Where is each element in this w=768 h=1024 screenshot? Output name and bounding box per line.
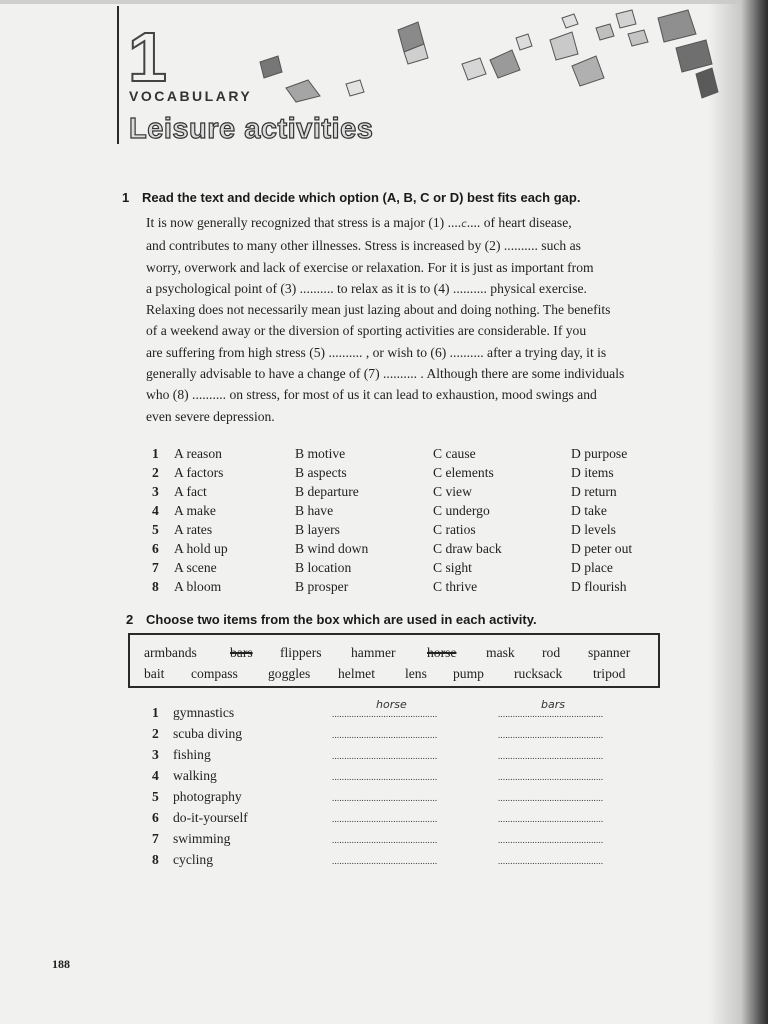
- word-item: rucksack: [514, 666, 563, 681]
- book-spine-shadow: [708, 0, 768, 1024]
- word-box-row: [130, 666, 658, 686]
- header-rule: [117, 6, 119, 144]
- exercise2-number: 2: [126, 612, 134, 627]
- unit-number: 1: [128, 18, 167, 96]
- exercise1-instruction: [122, 190, 580, 205]
- exercise2-instruction: [126, 612, 537, 627]
- word-item: flippers: [280, 645, 322, 660]
- word-box: [128, 633, 660, 688]
- passage-line: who (8) .......... on stress, for most of us it can lead to exhaustion, mood swings and: [146, 387, 597, 403]
- answer-blank[interactable]: ...........................................: [332, 856, 438, 866]
- answer-blank[interactable]: ...........................................: [498, 772, 604, 782]
- passage-line: Relaxing does not necessarily mean just lazing about and doing nothing. The benefits: [146, 302, 611, 318]
- word-item: armbands: [144, 645, 197, 660]
- answer-blank[interactable]: ...........................................: [332, 730, 438, 740]
- answer-blank[interactable]: ...........................................: [498, 814, 604, 824]
- answer-blank[interactable]: ...........................................: [332, 709, 438, 719]
- word-item: compass: [191, 666, 238, 681]
- word-item: rod: [542, 645, 561, 660]
- passage-line: a psychological point of (3) .......... to relax as it is to (4) .......... physical exercise.: [146, 280, 587, 296]
- passage-line: even severe depression.: [146, 408, 275, 424]
- handwritten-answer: bars: [541, 698, 565, 711]
- activity-row: 2 scuba diving ........................................... ...........................................: [152, 726, 604, 741]
- answer-blank[interactable]: ...........................................: [332, 814, 438, 824]
- answer-blank[interactable]: ...........................................: [332, 751, 438, 761]
- activity-row: 7 swimming ........................................... ...........................................: [152, 831, 604, 846]
- answer-blank[interactable]: ...........................................: [498, 856, 604, 866]
- word-box-row: [130, 645, 658, 665]
- answer-blank[interactable]: ...........................................: [332, 793, 438, 803]
- word-item-crossed-out: bars: [230, 645, 253, 660]
- exercise1-instruction-text: Read the text and decide which option (A, B, C or D) best fits each gap.: [142, 190, 581, 205]
- activity-row: 4 walking ........................................... ...........................................: [152, 768, 604, 783]
- section-label: VOCABULARY: [129, 88, 253, 104]
- activity-row: 8 cycling ........................................... ...........................................: [152, 852, 604, 867]
- page-number: 188: [52, 957, 70, 971]
- handwritten-answer: c: [461, 219, 467, 230]
- word-item: tripod: [593, 666, 626, 681]
- answer-blank[interactable]: ...........................................: [498, 709, 604, 719]
- passage-line: are suffering from high stress (5) .......... , or wish to (6) .......... after a trying day, it is: [146, 344, 607, 360]
- passage-line: of a weekend away or the diversion of sporting activities are considerable. If you: [146, 323, 587, 339]
- answer-blank[interactable]: ...........................................: [498, 730, 604, 740]
- passage-line: generally advisable to have a change of (7) .......... . Although there are some individuals: [146, 366, 625, 382]
- word-item: hammer: [351, 645, 396, 660]
- exercise1-passage: [146, 212, 698, 427]
- word-item: pump: [453, 666, 484, 681]
- passage-line: It is now generally recognized that stress is a major (1) ....c.... of heart disease,: [146, 215, 572, 230]
- activity-row: 5 photography ........................................... ...........................................: [152, 789, 604, 804]
- handwritten-answer: horse: [376, 698, 407, 711]
- word-item: spanner: [588, 645, 631, 660]
- passage-line: and contributes to many other illnesses. Stress is increased by (2) .......... such as: [146, 238, 581, 254]
- answer-blank[interactable]: ...........................................: [498, 835, 604, 845]
- answer-blank[interactable]: ...........................................: [332, 772, 438, 782]
- passage-line: worry, overwork and lack of exercise or relaxation. For it is just as important from: [146, 259, 594, 275]
- decorative-cubes-illustration: [250, 0, 720, 115]
- exercise2-instruction-text: Choose two items from the box which are used in each activity.: [146, 612, 537, 627]
- answer-blank[interactable]: ...........................................: [498, 751, 604, 761]
- activity-row: 1 gymnastics ........................................... horse ........................................... bars: [152, 698, 604, 720]
- answer-blank[interactable]: ...........................................: [332, 835, 438, 845]
- activity-row: 3 fishing ........................................... ...........................................: [152, 747, 604, 762]
- word-item: lens: [405, 666, 427, 681]
- word-item: mask: [486, 645, 515, 660]
- page-title: Leisure activities: [129, 113, 374, 145]
- activity-row: 6 do-it-yourself ........................................... ...........................................: [152, 810, 604, 825]
- exercise1-number: 1: [122, 190, 130, 205]
- word-item: helmet: [338, 666, 375, 681]
- word-item: goggles: [268, 666, 311, 681]
- word-item: bait: [144, 666, 165, 681]
- word-item-crossed-out: horse: [427, 645, 457, 660]
- answer-blank[interactable]: ...........................................: [498, 793, 604, 803]
